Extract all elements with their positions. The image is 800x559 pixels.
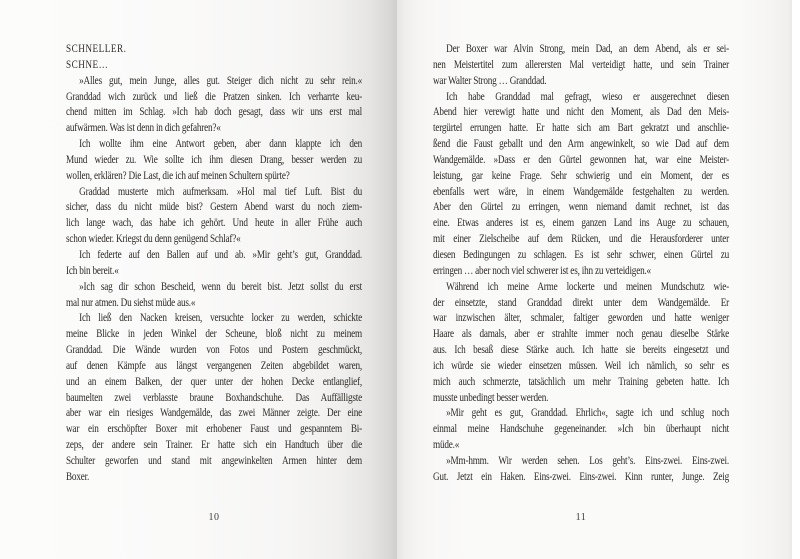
text-line: ebenfalls wert wäre, in einem Wandgemälde festgehalten zu werden. bbox=[433, 185, 729, 198]
page-right bbox=[397, 0, 792, 559]
text-line: Graddad musterte mich aufmerksam. »Hol mal tief Luft. Bist du bbox=[79, 185, 362, 198]
text-line: leistung, gar keine Frage. Sehr schwierig und ein Moment, der es bbox=[433, 169, 729, 182]
text-line: meine Blicke in jeden Winkel der Scheune, bloß nicht zu meinem bbox=[66, 328, 362, 341]
text-line: Ich ließ den Nacken kreisen, versuchte locker zu werden, schickte bbox=[79, 312, 362, 325]
text-line: und an einem Balken, der quer unter der hohen Decke entlanglief, bbox=[66, 375, 362, 388]
text-line: aus. Ich besaß diese Stärke auch. Ich hatte sie bereits eingesetzt und bbox=[433, 344, 729, 357]
text-line: mit einer Zielscheibe auf dem Rücken, und die Herausforderer unter bbox=[433, 233, 729, 246]
text-line: zeps, der andere sein Trainer. Er hatte sich ein Handtuch über die bbox=[66, 439, 362, 452]
text-line: war ein erschöpfter Boxer mit erhobener Faust und gespanntem Bi- bbox=[66, 423, 362, 436]
text-line: erringen … aber noch viel schwerer ist es, ihn zu verteidigen.« bbox=[433, 264, 651, 277]
text-line: aufwärmen. Was ist denn in dich gefahren?« bbox=[66, 122, 221, 135]
text-line: auf denen Kämpfe aus längst vergangenen Zeiten abgebildet waren, bbox=[66, 359, 362, 372]
text-line: Mund wieder zu. Wie sollte ich ihm diesen Drang, besser werden zu bbox=[66, 153, 362, 166]
page-number-left: 10 bbox=[208, 512, 220, 523]
text-line: Schulter geworfen und stand mit angewinkelten Armen hinter dem bbox=[66, 454, 362, 467]
text-line: Aber den Gürtel zu erringen, wenn niemand damit rechnet, ist das bbox=[433, 201, 729, 214]
text-line: lich lange wach, das habe ich gehört. Und heute in aller Frühe auch bbox=[66, 217, 362, 230]
text-line: Wandgemälde. »Dass er den Gürtel gewonnen hat, war eine Meister- bbox=[433, 153, 729, 166]
page-right-text bbox=[433, 42, 729, 486]
text-line: Granddad wich zurück und ließ die Pratzen sinken. Ich verharrte keu- bbox=[66, 90, 362, 103]
text-line: war Walter Strong … Granddad. bbox=[433, 74, 547, 87]
text-line: »Alles gut, mein Junge, alles gut. Steiger dich nicht zu sehr rein.« bbox=[79, 74, 362, 87]
heading-line: SCHNE… bbox=[66, 58, 109, 71]
page-left-text bbox=[66, 42, 362, 486]
text-line: wollen, erklären? Die Last, die ich auf meinen Schultern spürte? bbox=[66, 169, 290, 182]
text-line: Der Boxer war Alvin Strong, mein Dad, an dem Abend, als er sei- bbox=[446, 43, 729, 55]
page-left bbox=[0, 0, 397, 559]
text-line: aber war ein riesiges Wandgemälde, das zwei Männer zeigte. Der eine bbox=[66, 407, 362, 420]
text-line: sicher, dass du nicht müde bist? Gestern Abend warst du noch ziem- bbox=[66, 201, 362, 214]
text-line: ich würde sie wieder einsetzen müssen. Weil ich nämlich, so sehr es bbox=[433, 359, 729, 372]
text-line: Ich federte auf den Ballen auf und ab. »Mir geht’s gut, Granddad. bbox=[79, 248, 362, 261]
text-line: »Mm-hmm. Wir werden sehen. Los geht’s. Eins-zwei. Eins-zwei. bbox=[446, 454, 729, 467]
text-line: einmal meine Handschuhe gegeneinander. »Ich bin überhaupt nicht bbox=[433, 423, 729, 436]
text-line: ßend die Faust geballt und den Arm angewinkelt, so wie Dad auf dem bbox=[433, 138, 729, 151]
text-line: Boxer. bbox=[66, 470, 90, 483]
text-line: eine. Etwas anderes ist es, einem ganzen Land ins Auge zu schauen, bbox=[433, 217, 729, 230]
text-line: diesen Bedingungen zu schlagen. Es ist sehr schwer, einen Gürtel zu bbox=[433, 248, 729, 261]
text-line: der einsetzte, stand Granddad direkt unter dem Wandgemälde. Er bbox=[433, 296, 729, 309]
text-line: chend mitten im Schlag. »Ich hab doch gesagt, dass wir uns erst mal bbox=[66, 106, 362, 119]
heading-line: SCHNELLER. bbox=[66, 43, 127, 55]
text-line: tergürtel errungen hatte. Er hatte sich am Bart gekratzt und anschlie- bbox=[433, 122, 729, 135]
text-line: Ich wollte ihm eine Antwort geben, aber dann klappte ich den bbox=[79, 138, 362, 151]
text-line: Während ich meine Arme lockerte und meinen Mundschutz wie- bbox=[446, 280, 729, 293]
text-line: musste unbedingt besser werden. bbox=[433, 391, 549, 404]
text-line: Abend hier verewigt hatte und nicht den Moment, als Dad den Meis- bbox=[433, 106, 729, 119]
text-line: »Ich sag dir schon Bescheid, wenn du bereit bist. Jetzt sollst du erst bbox=[79, 280, 362, 293]
text-line: war inzwischen älter, schmaler, faltiger geworden und hatte weniger bbox=[433, 312, 729, 325]
text-line: Gut. Jetzt ein Haken. Eins-zwei. Eins-zwei. Kinn runter, Junge. Zeig bbox=[433, 470, 729, 483]
text-line: müde.« bbox=[433, 439, 460, 452]
text-line: Haare als damals, aber er strahlte immer noch genau dieselbe Stärke bbox=[433, 328, 729, 341]
text-line: mal nur atmen. Du siehst müde aus.« bbox=[66, 296, 196, 309]
page-number-right: 11 bbox=[575, 512, 587, 523]
text-line: nen Meistertitel zum allerersten Mal verteidigt hatte, und sein Trainer bbox=[433, 58, 729, 71]
text-line: Ich habe Granddad mal gefragt, wieso er ausgerechnet diesen bbox=[446, 90, 729, 103]
text-line: Ich bin bereit.« bbox=[66, 264, 119, 277]
text-line: »Mir geht es gut, Granddad. Ehrlich«, sagte ich und schlug noch bbox=[446, 407, 729, 420]
text-line: baumelten zwei verblasste braune Boxhandschuhe. Das Auffälligste bbox=[66, 391, 362, 404]
text-line: schon wieder. Kriegst du denn genügend Schlaf?« bbox=[66, 233, 241, 246]
text-line: Granddad. Die Wände wurden von Fotos und Postern geschmückt, bbox=[66, 344, 362, 357]
text-line: mich auch schmerzte, tatsächlich um mehr Training gebeten hatte. Ich bbox=[433, 375, 729, 388]
